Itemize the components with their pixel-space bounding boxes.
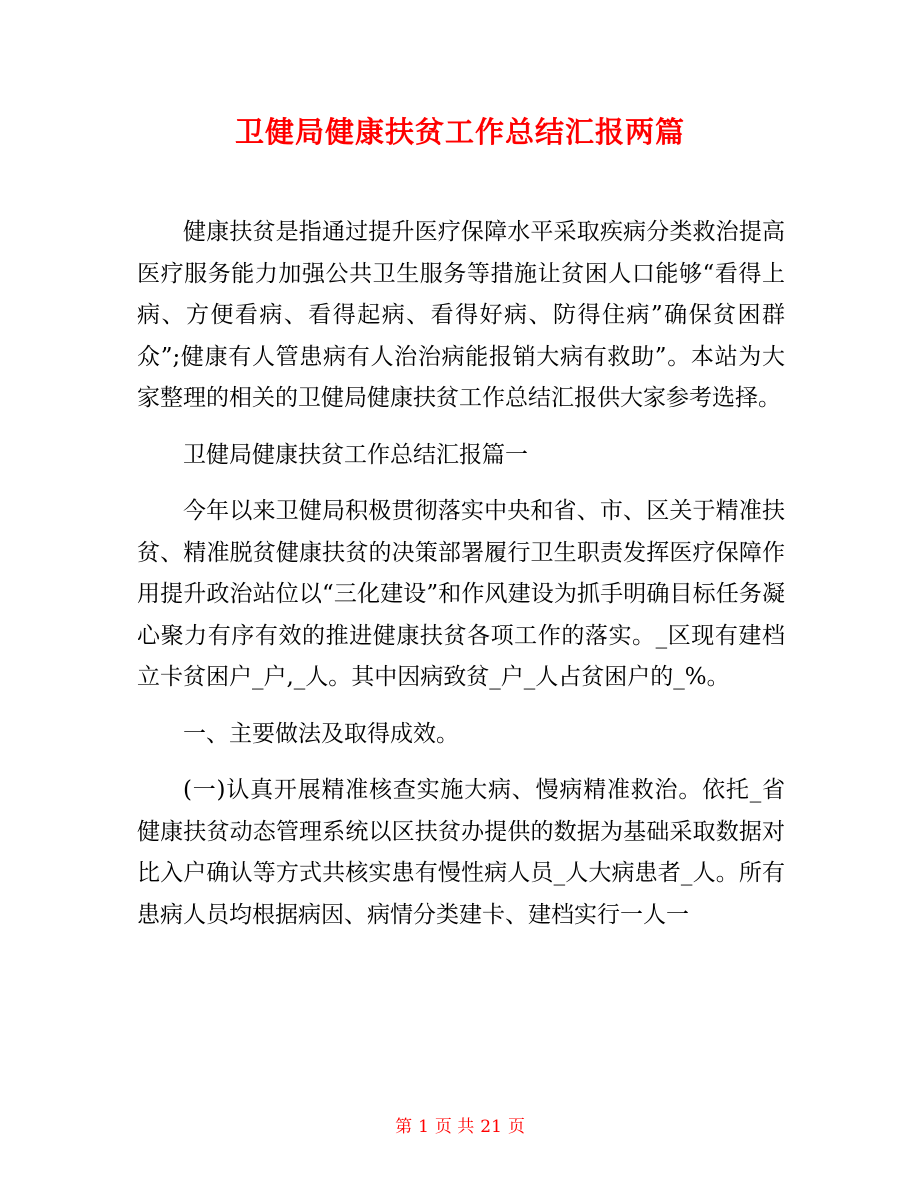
- paragraph-intro: 健康扶贫是指通过提升医疗保障水平采取疾病分类救治提高医疗服务能力加强公共卫生服务等措施让贫困人口能够“看得上病、方便看病、看得起病、看得好病、防得住病”确保贫困群众”;健康有人管患病有人治治病能报销大病有救助”。本站为大家整理的相关的卫健局健康扶贫工作总结汇报供大家参考选择。: [137, 219, 785, 411]
- footer-total-pages: 21: [480, 1117, 502, 1137]
- paragraph-overview: 今年以来卫健局积极贯彻落实中央和省、市、区关于精准扶贫、精准脱贫健康扶贫的决策部署履行卫生职责发挥医疗保障作用提升政治站位以“三化建设”和作风建设为抓手明确目标任务凝心聚力有序有效的推进健康扶贫各项工作的落实。_区现有建档立卡贫困户_户,_人。其中因病致贫_户_人占贫困户的_%。: [137, 498, 785, 690]
- page-footer: [0, 1115, 920, 1139]
- paragraph-item-1: (一)认真开展精准核查实施大病、慢病精准救治。依托_省健康扶贫动态管理系统以区扶贫办提供的数据为基础采取数据对比入户确认等方式共核实患有慢性病人员_人大病患者_人。所有患病人员均根据病因、病情分类建卡、建档实行一人一: [137, 777, 785, 928]
- document-title: 卫健局健康扶贫工作总结汇报两篇: [234, 115, 685, 149]
- footer-middle: 页 共: [434, 1117, 475, 1137]
- paragraph-subheading: 一、主要做法及取得成效。: [183, 720, 459, 747]
- paragraph-section-heading: 卫健局健康扶贫工作总结汇报篇一: [183, 441, 528, 468]
- footer-prefix: 第: [395, 1117, 413, 1137]
- footer-suffix: 页: [507, 1117, 525, 1137]
- footer-page-number: 1: [418, 1117, 429, 1137]
- document-body: [137, 212, 785, 951]
